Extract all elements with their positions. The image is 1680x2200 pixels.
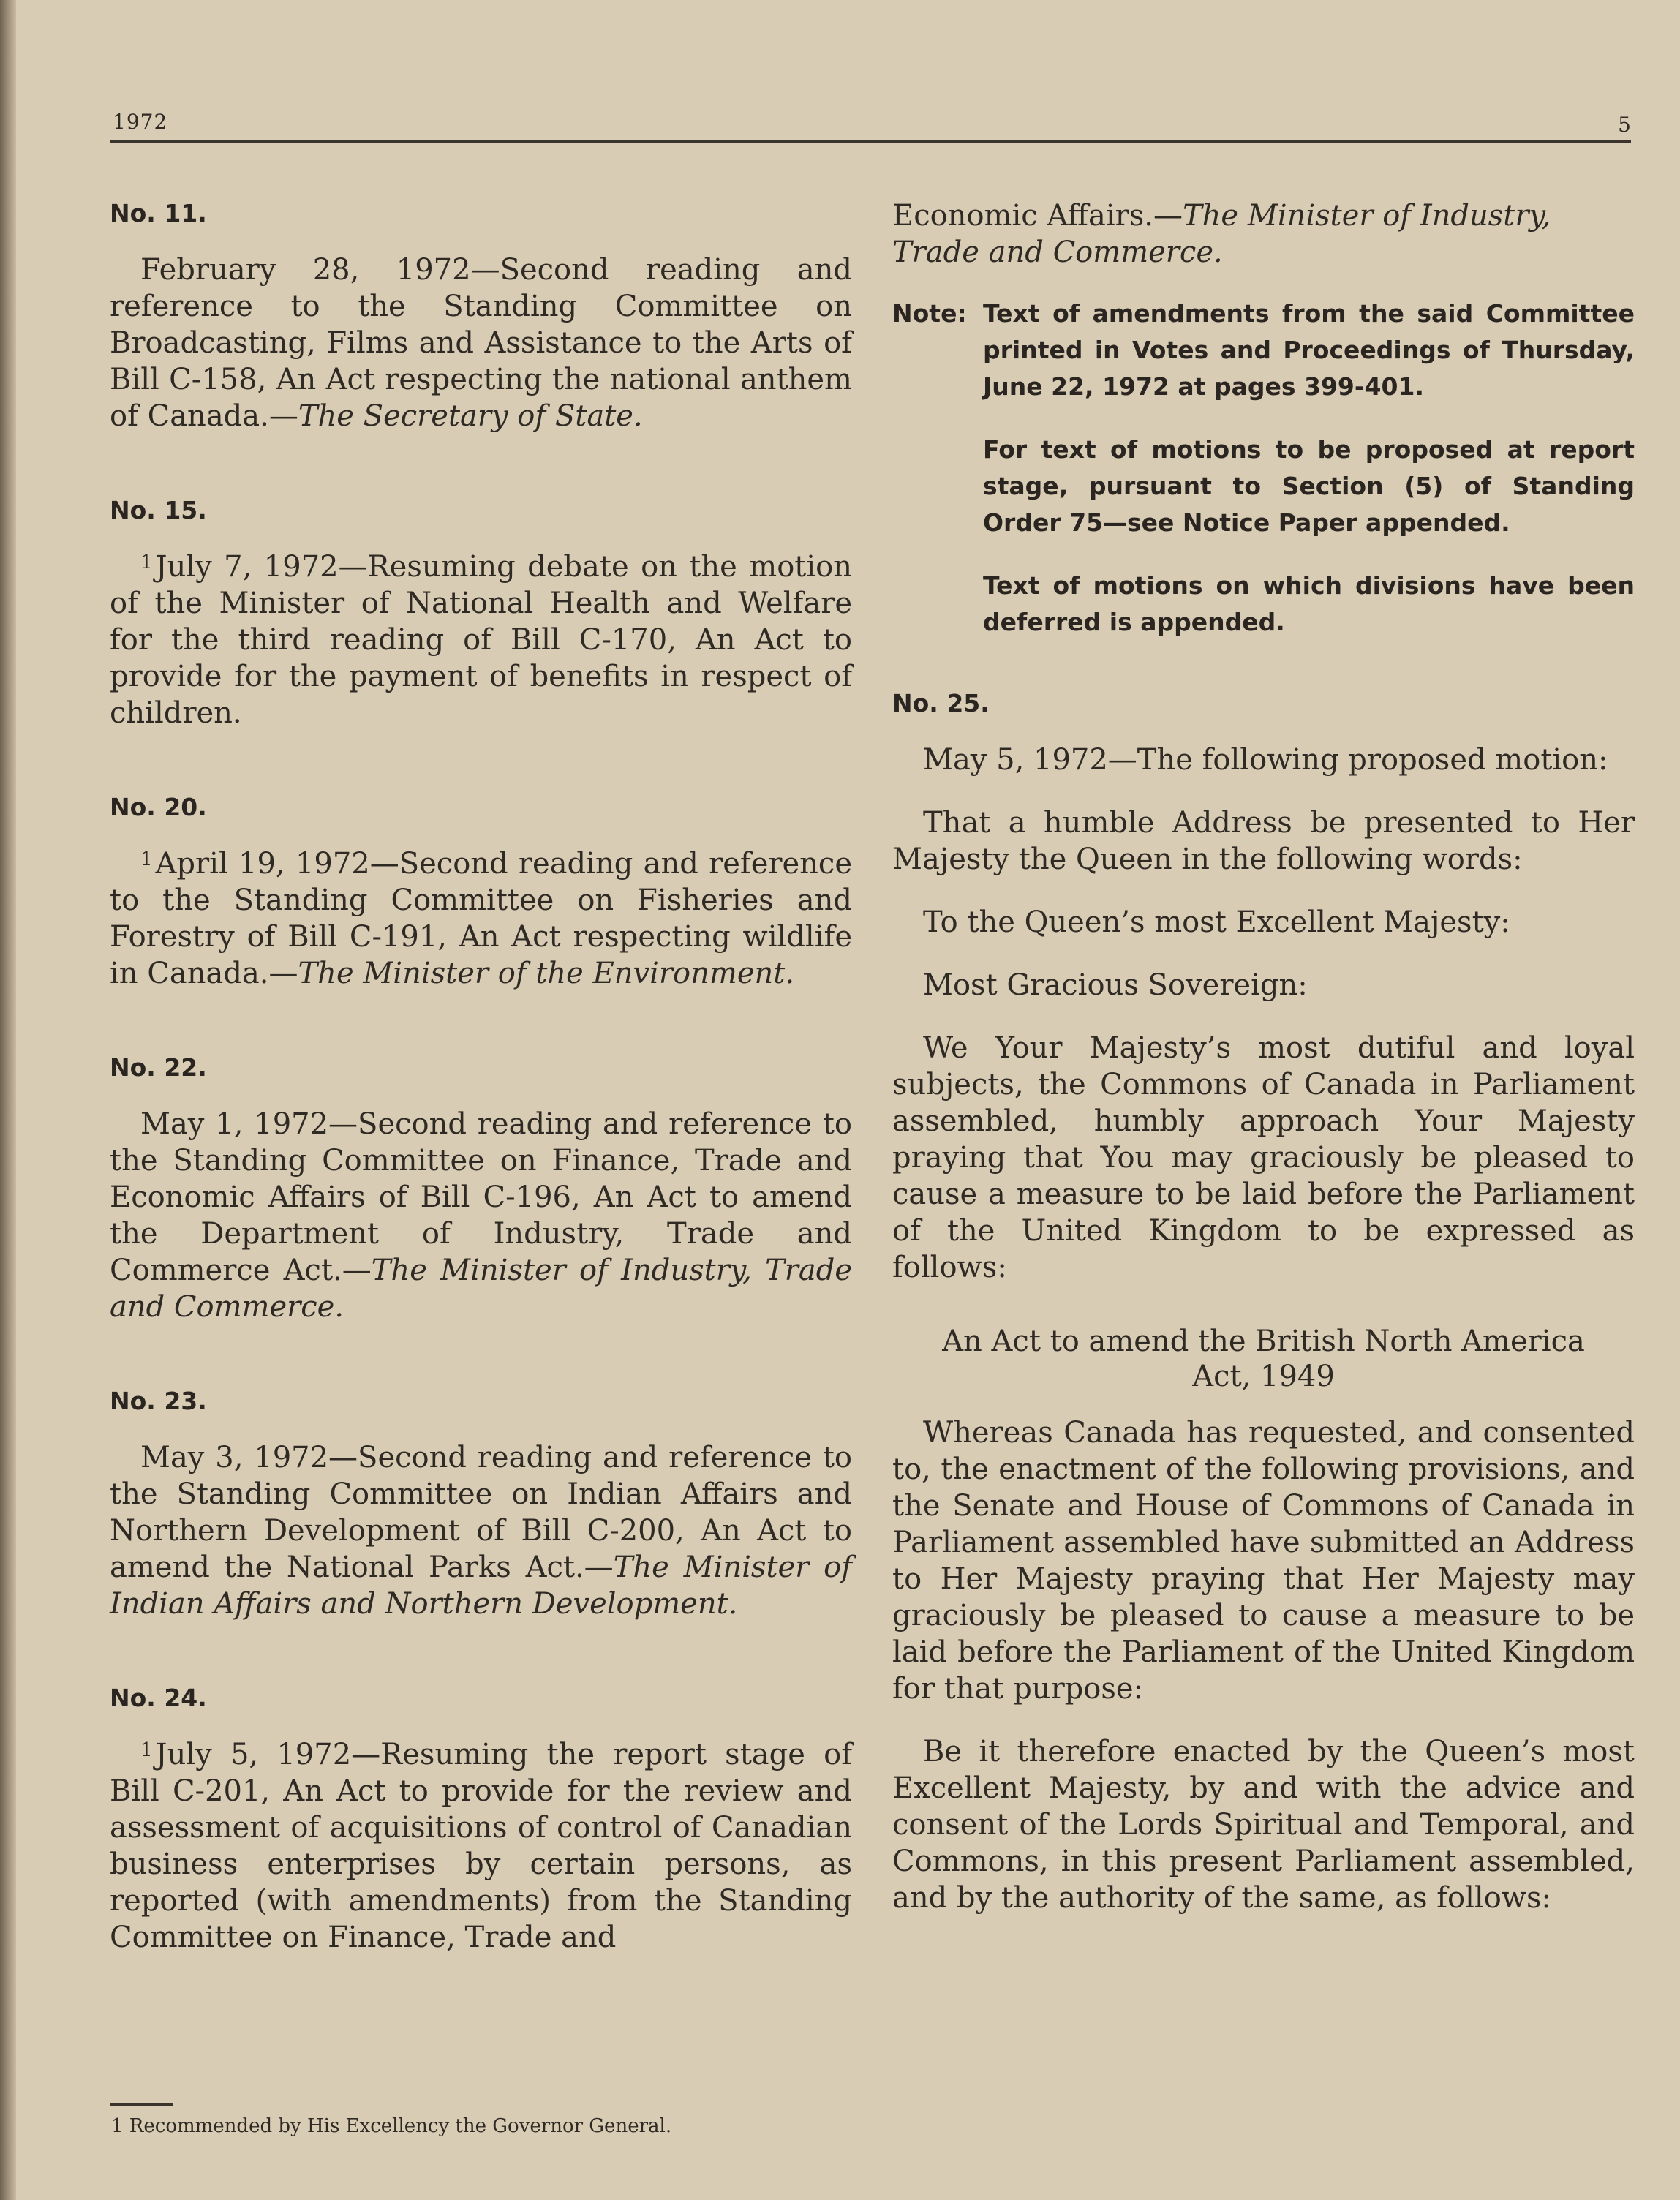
item-intro: May 5, 1972—The following proposed motion: <box>923 743 1608 777</box>
header-year: 1972 <box>113 110 168 134</box>
order-item-25 <box>892 688 1635 1916</box>
greeting: Most Gracious Sovereign: <box>923 968 1308 1002</box>
item-number: No. 11. <box>110 199 207 227</box>
item-number: No. 24. <box>110 1684 207 1712</box>
order-item-22 <box>110 1052 852 1325</box>
note-deferred-divisions: Text of motions on which divisions have been deferred is appended. <box>983 571 1635 636</box>
item-sponsor: The Minister of the Environment. <box>298 957 795 990</box>
item-sponsor: The Minister of Industry, Trade and Commerce. <box>110 1254 852 1324</box>
order-item-15 <box>110 494 852 731</box>
item-sponsor: The Minister of Industry, Trade and Commerce. <box>892 199 1551 269</box>
order-item-11 <box>110 197 852 434</box>
item-text: February 28, 1972—Second reading and reference to the Standing Committee on Broadcasting, Films and Assistance to the Arts of Bill C-158, An Act respecting the national anthem of Canada.—The Secretary of State. <box>110 253 852 433</box>
page-header <box>110 108 1631 143</box>
order-item-24 <box>110 1682 852 1956</box>
item-text: May 3, 1972—Second reading and reference to the Standing Committee on Indian Affairs and Northern Development of Bill C-200, An Act to amend the National Parks Act.—The Minister of Indian Affairs and Northern Development. <box>110 1441 852 1621</box>
petition-paragraph: We Your Majesty’s most dutiful and loyal subjects, the Commons of Canada in Parliament assembled, humbly approach Your Majesty praying that You may graciously be pleased to cause a measure to be laid before the Parliament of the United Kingdom to be expressed as follows: <box>892 1031 1635 1284</box>
item-text: May 1, 1972—Second reading and reference to the Standing Committee on Finance, Trade and Economic Affairs of Bill C-196, An Act to amend the Department of Industry, Trade and Commerce Act.—The Minister of Industry, Trade and Commerce. <box>110 1107 852 1324</box>
salutation: To the Queen’s most Excellent Majesty: <box>923 905 1510 939</box>
whereas-paragraph: Whereas Canada has requested, and consented to, the enactment of the following provisions, and the Senate and House of Commons of Canada in Parliament assembled have submitted an Address to Her Majesty praying that Her Majesty may graciously be pleased to cause a measure to be laid before the Parliament of the United Kingdom for that purpose: <box>892 1416 1635 1706</box>
address-paragraph: That a humble Address be presented to Her Majesty the Queen in the following words: <box>892 806 1635 876</box>
footnote-marker: 1 <box>140 551 153 573</box>
item-sponsor: The Minister of Indian Affairs and Northern Development. <box>110 1551 852 1621</box>
footnote-marker: 1 <box>140 848 153 870</box>
footnote: 1 Recommended by His Excellency the Governor General. <box>111 2115 672 2137</box>
item-number: No. 25. <box>892 689 990 717</box>
act-title: An Act to amend the British North America Act, 1949 <box>942 1325 1585 1393</box>
item-24-continuation: Economic Affairs.—The Minister of Industry, Trade and Commerce. <box>892 199 1551 269</box>
order-item-23 <box>110 1385 852 1622</box>
item-text: $^1$ April 19, 1972—Second reading and reference to the Standing Committee on Fisheries and Forestry of Bill C-191, An Act respecting wildlife in Canada.—The Minister of the Environment. <box>110 847 852 990</box>
item-text: $^1$ July 5, 1972—Resuming the report stage of Bill C-201, An Act to provide for the review and assessment of acquisitions of control of Canadian business enterprises by certain persons, as reported (with amendments) from the Standing Committee on Finance, Trade and <box>110 1738 852 1954</box>
item-number: No. 23. <box>110 1387 207 1415</box>
item-number: No. 22. <box>110 1053 207 1082</box>
enactment-paragraph: Be it therefore enacted by the Queen’s most Excellent Majesty, by and with the advice and consent of the Lords Spiritual and Temporal, and Commons, in this present Parliament assembled, and by the authority of the same, as follows: <box>892 1735 1635 1915</box>
note-amendments: Note: Text of amendments from the said Committee printed in Votes and Proceedings of Thursday, June 22, 1972 at pages 399-401. <box>892 295 1635 405</box>
footnote-marker: 1 <box>140 1739 153 1761</box>
left-column <box>110 197 852 2016</box>
order-item-20 <box>110 791 852 992</box>
item-number: No. 15. <box>110 496 207 524</box>
footnote-rule <box>110 2103 173 2106</box>
page-number: 5 <box>1618 113 1631 137</box>
item-sponsor: The Secretary of State. <box>298 399 643 433</box>
note-report-stage: For text of motions to be proposed at report stage, pursuant to Section (5) of Standing Order 75—see Notice Paper appended. <box>983 435 1635 537</box>
note-label: Note: <box>892 299 967 328</box>
page-binding-edge <box>0 0 16 2200</box>
note-block <box>892 295 1635 641</box>
right-column <box>892 197 1635 1943</box>
item-number: No. 20. <box>110 793 207 821</box>
item-text: $^1$ July 7, 1972—Resuming debate on the motion of the Minister of National Health and Welfare for the third reading of Bill C-170, An Act to provide for the payment of benefits in respect of children. <box>110 550 852 730</box>
